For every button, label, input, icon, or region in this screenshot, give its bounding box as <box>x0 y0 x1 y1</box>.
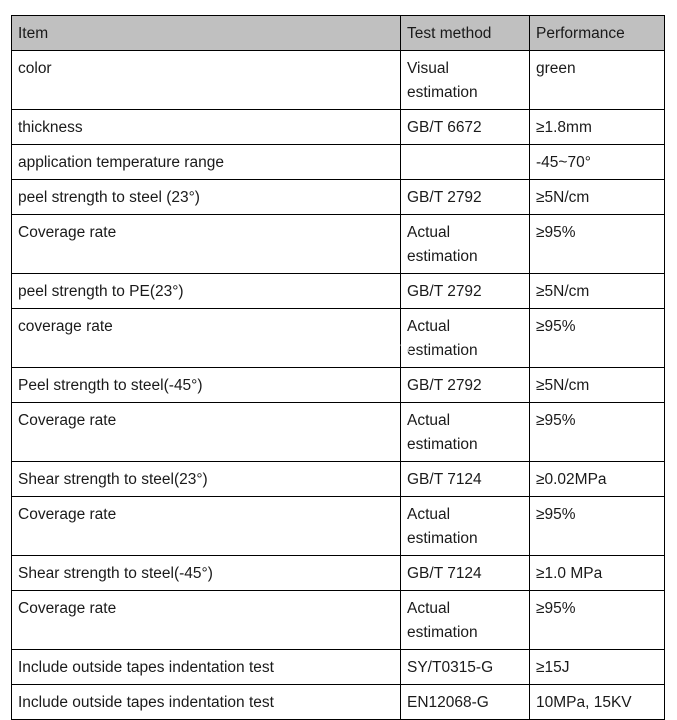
table-row <box>12 685 665 720</box>
cell-test-method: GB/T 6672 <box>401 110 530 145</box>
table-row <box>12 180 665 215</box>
table-row <box>12 403 665 462</box>
cell-test-method: Actual estimation <box>401 309 530 368</box>
cell-test-method: Actual estimation <box>401 591 530 650</box>
cell-performance: ≥5N/cm <box>530 180 665 215</box>
cell-test-method: GB/T 7124 <box>401 556 530 591</box>
table-row <box>12 110 665 145</box>
cell-performance: green <box>530 51 665 110</box>
header-item: Item <box>12 16 401 51</box>
table-row <box>12 274 665 309</box>
cell-performance: ≥5N/cm <box>530 368 665 403</box>
cell-test-method: Actual estimation <box>401 215 530 274</box>
cell-item: Coverage rate <box>12 403 401 462</box>
cell-performance: ≥5N/cm <box>530 274 665 309</box>
cell-test-method: Actual estimation <box>401 497 530 556</box>
cell-item: coverage rate <box>12 309 401 368</box>
table-row <box>12 497 665 556</box>
cell-test-method <box>401 145 530 180</box>
cell-test-method: GB/T 7124 <box>401 462 530 497</box>
cell-item: Coverage rate <box>12 591 401 650</box>
cell-item: Shear strength to steel(23°) <box>12 462 401 497</box>
cell-test-method: EN12068-G <box>401 685 530 720</box>
cell-item: peel strength to steel (23°) <box>12 180 401 215</box>
cell-performance: -45~70° <box>530 145 665 180</box>
table-row <box>12 145 665 180</box>
cell-performance: ≥95% <box>530 591 665 650</box>
cell-item: Include outside tapes indentation test <box>12 650 401 685</box>
cell-performance: ≥95% <box>530 403 665 462</box>
table-row <box>12 556 665 591</box>
cell-performance: ≥1.0 MPa <box>530 556 665 591</box>
cell-performance: ≥95% <box>530 497 665 556</box>
cell-test-method: Actual estimation <box>401 403 530 462</box>
cell-performance: ≥1.8mm <box>530 110 665 145</box>
cell-item: Coverage rate <box>12 497 401 556</box>
cell-performance: 10MPa, 15KV <box>530 685 665 720</box>
cell-item: Coverage rate <box>12 215 401 274</box>
cell-item: color <box>12 51 401 110</box>
table-row <box>12 591 665 650</box>
cell-performance: ≥95% <box>530 215 665 274</box>
table-row <box>12 309 665 368</box>
watermark: pipewraptape.bossgoo.com <box>215 339 411 356</box>
cell-item: peel strength to PE(23°) <box>12 274 401 309</box>
cell-item: thickness <box>12 110 401 145</box>
cell-test-method: GB/T 2792 <box>401 368 530 403</box>
cell-item: application temperature range <box>12 145 401 180</box>
table-header-row <box>12 16 665 51</box>
cell-test-method: Visual estimation <box>401 51 530 110</box>
table-row <box>12 462 665 497</box>
cell-performance: ≥95% <box>530 309 665 368</box>
table-row <box>12 215 665 274</box>
cell-item: Shear strength to steel(-45°) <box>12 556 401 591</box>
table-row <box>12 650 665 685</box>
cell-test-method: GB/T 2792 <box>401 274 530 309</box>
header-performance: Performance <box>530 16 665 51</box>
cell-performance: ≥15J <box>530 650 665 685</box>
cell-performance: ≥0.02MPa <box>530 462 665 497</box>
cell-item: Peel strength to steel(-45°) <box>12 368 401 403</box>
cell-item: Include outside tapes indentation test <box>12 685 401 720</box>
cell-test-method: GB/T 2792 <box>401 180 530 215</box>
specification-table <box>11 15 665 720</box>
table-row <box>12 368 665 403</box>
cell-test-method: SY/T0315-G <box>401 650 530 685</box>
table-row <box>12 51 665 110</box>
header-test-method: Test method <box>401 16 530 51</box>
